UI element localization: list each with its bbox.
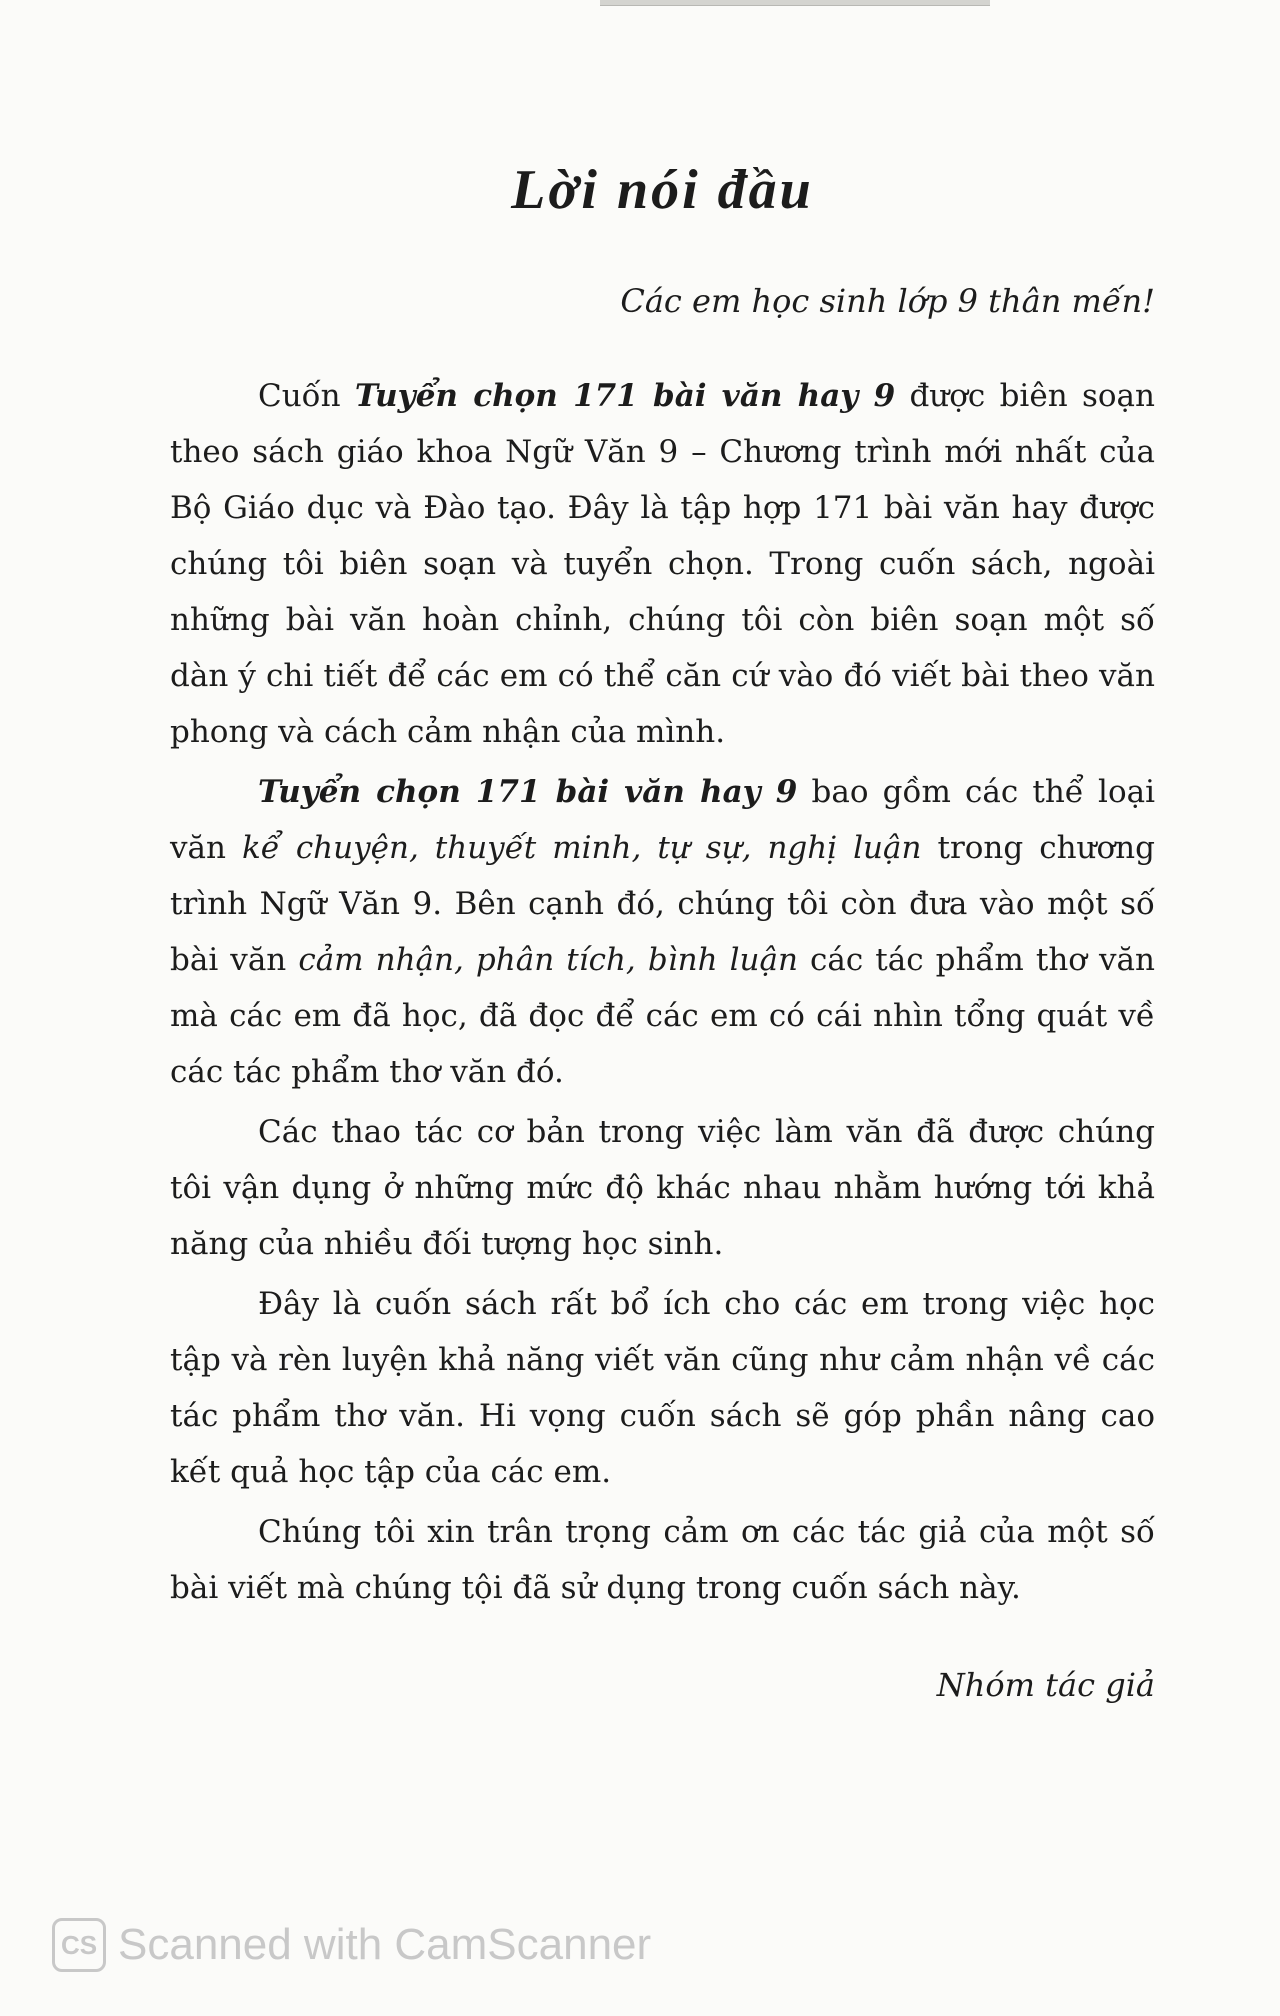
author-signature: Nhóm tác giả xyxy=(936,1665,1155,1704)
page-title: Lời nói đầu xyxy=(511,159,814,221)
essay-types: cảm nhận, phân tích, bình luận xyxy=(298,941,798,978)
paragraph-2: Tuyển chọn 171 bài văn hay 9 bao gồm các thể loại văn kể chuyện, thuyết minh, tự sự, nghị luận trong chương trình Ngữ Văn 9. Bên cạnh đó, chúng tôi còn đưa vào một số bài văn cảm nhận, phân tích, bình luận các tác phẩm thơ văn mà các em đã học, đã đọc để các em có cái nhìn tổng quát về các tác phẩm thơ văn đó. xyxy=(170,773,1155,1090)
paragraph-3: Các thao tác cơ bản trong việc làm văn đã được chúng tôi vận dụng ở những mức độ khác nhau nhằm hướng tới khả năng của nhiều đối tượng học sinh. xyxy=(170,1113,1155,1262)
paragraph-4: Đây là cuốn sách rất bổ ích cho các em trong việc học tập và rèn luyện khả năng viết văn cũng như cảm nhận về các tác phẩm thơ văn. Hi vọng cuốn sách sẽ góp phần nâng cao kết quả học tập của các em. xyxy=(170,1285,1155,1490)
paragraph-5: Chúng tôi xin trân trọng cảm ơn các tác giả của một số bài viết mà chúng tội đã sử dụng trong cuốn sách này. xyxy=(170,1513,1155,1606)
camscanner-logo-icon: CS xyxy=(52,1918,106,1972)
top-border-line xyxy=(600,0,990,6)
book-title-emphasis: Tuyển chọn 171 bài văn hay 9 xyxy=(354,377,896,414)
paragraph-1: Cuốn Tuyển chọn 171 bài văn hay 9 được biên soạn theo sách giáo khoa Ngữ Văn 9 – Chương trình mới nhất của Bộ Giáo dục và Đào tạo. Đây là tập hợp 171 bài văn hay được chúng tôi biên soạn và tuyển chọn. Trong cuốn sách, ngoài những bài văn hoàn chỉnh, chúng tôi còn biên soạn một số dàn ý chi tiết để các em có thể căn cứ vào đó viết bài theo văn phong và cách cảm nhận của mình. xyxy=(170,377,1155,750)
camscanner-watermark xyxy=(52,1918,651,1972)
book-title-emphasis: Tuyển chọn 171 bài văn hay 9 xyxy=(258,773,798,810)
watermark-text: Scanned with CamScanner xyxy=(118,1920,652,1969)
genre-list: kể chuyện, thuyết minh, tự sự, nghị luận xyxy=(241,829,922,866)
document-page xyxy=(170,160,1155,1736)
greeting: Các em học sinh lớp 9 thân mến! xyxy=(620,281,1155,320)
